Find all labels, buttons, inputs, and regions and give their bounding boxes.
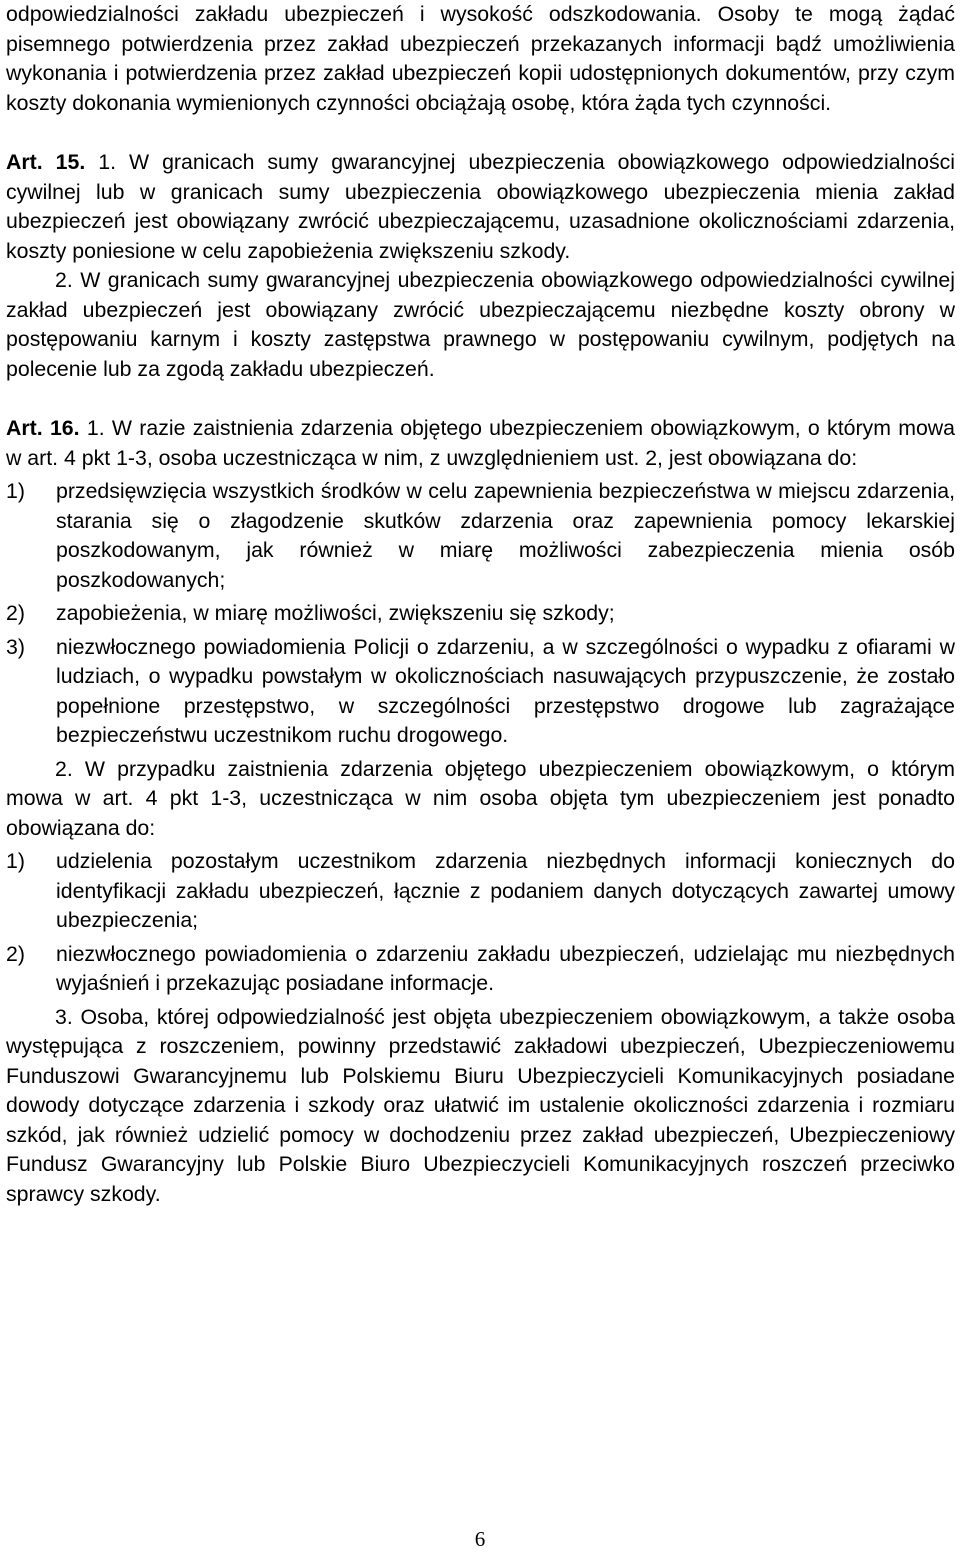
- art15-p1-text: W granicach sumy gwarancyjnej ubezpieczenia obowiązkowego odpowiedzialności cywilnej lub w granicach sumy ubezpieczenia obowiązkowego ubezpieczenia mienia zakład ubezpieczeń jest obowiązany zwrócić ubezpieczającemu, uzasadnione okolicznościami zdarzenia, koszty poniesione w celu zapobieżenia zwiększeniu szkody.: [6, 150, 956, 263]
- list-item: [6, 847, 955, 936]
- art15-paragraph-2: 2. W granicach sumy gwarancyjnej ubezpieczenia obowiązkowego odpowiedzialności cywilnej zakład ubezpieczeń jest obowiązany zwrócić ubezpieczającemu niezbędne koszty obrony w postępowaniu karnym i koszty zastępstwa prawnego w postępowaniu cywilnym, podjętych na polecenie lub za zgodą zakładu ubezpieczeń.: [6, 268, 955, 381]
- art16-p1-text: W razie zaistnienia zdarzenia objętego ubezpieczeniem obowiązkowym, o którym mowa w art. 4 pkt 1-3, osoba uczestnicząca w nim, z uwzględnieniem ust. 2, jest obowiązana do:: [6, 416, 956, 470]
- list-item-text: niezwłocznego powiadomienia o zdarzeniu zakładu ubezpieczeń, udzielając mu niezbędnych wyjaśnień i przekazując posiadane informacje.: [56, 941, 955, 995]
- art16-paragraph-1: [6, 414, 955, 473]
- art15-paragraph-1: [6, 148, 955, 266]
- page-number: 6: [474, 1527, 486, 1551]
- document-page: [6, 0, 955, 1209]
- list-item: [6, 633, 955, 751]
- list-item-number: 1): [6, 849, 25, 873]
- list-item-number: 1): [6, 479, 25, 503]
- list-item-text: niezwłocznego powiadomienia Policji o zdarzeniu, a w szczególności o wypadku z ofiarami w ludziach, o wypadku powstałym w okolicznościach nasuwających przypuszczenie, że zostało popełnione przestępstwo, w szczególności przestępstwo drogowe lub zagrażające bezpieczeństwu uczestnikom ruchu drogowego.: [56, 634, 955, 747]
- art16-list-1: [6, 477, 955, 751]
- list-item: [6, 940, 955, 999]
- list-item: [6, 477, 955, 595]
- list-item-number: 2): [6, 941, 25, 966]
- intro-paragraph: odpowiedzialności zakładu ubezpieczeń i wysokość odszkodowania. Osoby te mogą żądać pisemnego potwierdzenia przez zakład ubezpieczeń przekazanych informacji bądź umożliwienia wykonania i potwierdzenia przez zakład ubezpieczeń kopii udostępnionych dokumentów, przy czym koszty dokonania wymienionych czynności obciążają osobę, która żąda tych czynności.: [6, 2, 955, 115]
- list-item-number: 3): [6, 634, 25, 659]
- art15-label: Art. 15.: [6, 150, 86, 174]
- list-item-text: zapobieżenia, w miarę możliwości, zwiększeniu się szkody;: [56, 601, 615, 625]
- art16-list-2: [6, 847, 955, 999]
- art16-paragraph-2: 2. W przypadku zaistnienia zdarzenia objętego ubezpieczeniem obowiązkowym, o którym mowa w art. 4 pkt 1-3, uczestnicząca w nim osoba objęta tym ubezpieczeniem jest ponadto obowiązana do:: [6, 756, 955, 840]
- art16-paragraph-3: 3. Osoba, której odpowiedzialność jest objęta ubezpieczeniem obowiązkowym, a także osoba występująca z roszczeniem, powinny przedstawić zakładowi ubezpieczeń, Ubezpieczeniowemu Funduszowi Gwarancyjnemu lub Polskiemu Biuru Ubezpieczycieli Komunikacyjnych posiadane dowody dotyczące zdarzenia i szkody oraz ułatwić im ustalenie okoliczności zdarzenia i rozmiaru szkód, jak również udzielić pomocy w dochodzeniu przez zakład ubezpieczeń, Ubezpieczeniowy Fundusz Gwarancyjny lub Polskie Biuro Ubezpieczycieli Komunikacyjnych roszczeń przeciwko sprawcy szkody.: [6, 1004, 955, 1206]
- list-item-text: udzielenia pozostałym uczestnikom zdarzenia niezbędnych informacji koniecznych do identyfikacji zakładu ubezpieczeń, łącznie z podaniem danych dotyczących zawartej umowy ubezpieczenia;: [56, 849, 955, 932]
- list-item: [6, 599, 955, 629]
- art16-p1-num: 1.: [86, 416, 105, 440]
- art15-p1-num: 1.: [98, 150, 117, 174]
- list-item-number: 2): [6, 601, 25, 625]
- art16-label: Art. 16.: [6, 416, 80, 440]
- list-item-text: przedsięwzięcia wszystkich środków w celu zapewnienia bezpieczeństwa w miejscu zdarzenia, starania się o złagodzenie skutków zdarzenia oraz zapewnienia pomocy lekarskiej poszkodowanym, jak również w miarę możliwości zabezpieczenia mienia osób poszkodowanych;: [56, 479, 955, 592]
